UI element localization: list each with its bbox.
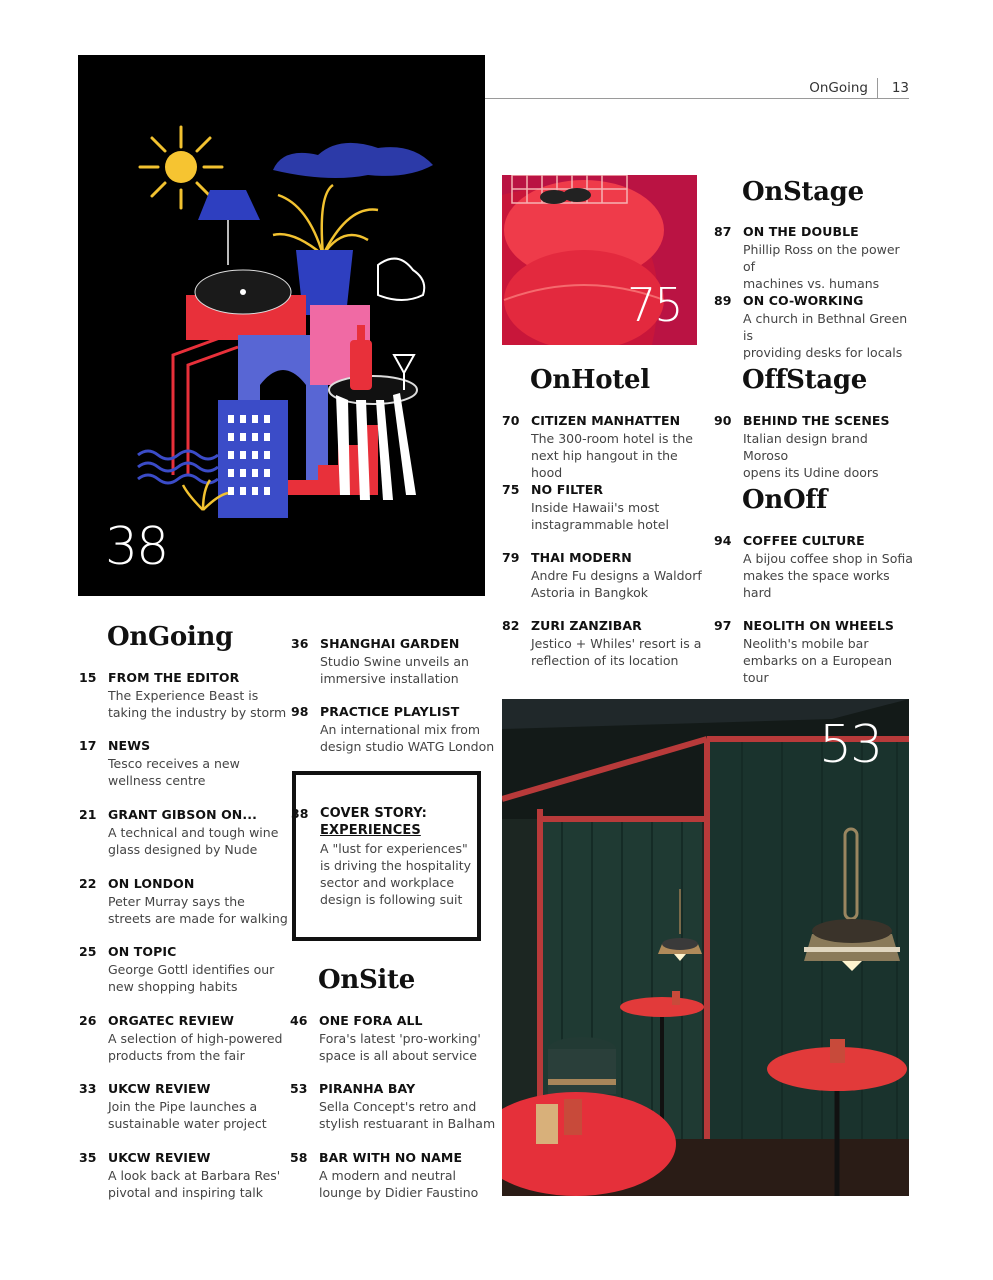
entry-description: Sella Concept's retro and stylish restuarant in Balham [319, 1099, 496, 1131]
entry-title: THAI MODERN [531, 550, 632, 565]
cover-page-number: 38 [105, 517, 168, 577]
entry-title: NEOLITH ON WHEELS [743, 618, 895, 633]
entry-page-number: 22 [79, 876, 97, 891]
header-section-label: OnGoing [809, 80, 868, 96]
cover-story-title-line2: EXPERIENCES [320, 823, 421, 838]
entry-description: The Experience Beast is taking the industry by storm [108, 688, 287, 720]
cover-illustration-art [78, 55, 485, 596]
entry-title: PRACTICE PLAYLIST [320, 704, 460, 719]
entry-title: ZURI ZANZIBAR [531, 618, 642, 633]
entry-page-number: 75 [502, 482, 520, 497]
entry-description: Fora's latest 'pro-working' space is all about service [319, 1031, 481, 1063]
entry-description: A church in Bethnal Green is providing desks for locals [743, 311, 908, 360]
entry-description: Italian design brand Moroso opens its Udine doors [743, 431, 879, 480]
entry-description: Peter Murray says the streets are made for walking [108, 894, 288, 926]
entry-page-number: 87 [714, 224, 732, 239]
hotel-photo-page-number: 75 [627, 278, 682, 332]
page-number: 13 [891, 80, 909, 96]
entry-page-number: 82 [502, 618, 520, 633]
entry-page-number: 53 [290, 1081, 308, 1096]
entry-title: GRANT GIBSON ON... [108, 807, 257, 822]
header-rule [484, 98, 909, 99]
entry-description: Inside Hawaii's most instagrammable hotel [531, 500, 669, 532]
entry-page-number: 58 [290, 1150, 308, 1165]
entry-title: ON LONDON [108, 876, 195, 891]
entry-page-number: 26 [79, 1013, 97, 1028]
entry-description: A look back at Barbara Res' pivotal and inspiring talk [108, 1168, 281, 1200]
entry-page-number: 70 [502, 413, 520, 428]
entry-title: SHANGHAI GARDEN [320, 636, 460, 651]
entry-page-number: 98 [291, 704, 309, 719]
entry-title: NEWS [108, 738, 151, 753]
entry-description: A bijou coffee shop in Sofia makes the space works hard [743, 551, 913, 600]
section-title-onhotel: OnHotel [530, 365, 650, 395]
cover-illustration[interactable] [78, 55, 485, 596]
entry-description: Andre Fu designs a Waldorf Astoria in Bangkok [531, 568, 702, 600]
entry-title: COFFEE CULTURE [743, 533, 865, 548]
entry-page-number: 36 [291, 636, 309, 651]
entry-description: Neolith's mobile bar embarks on a European tour [743, 636, 893, 685]
entry-description: A technical and tough wine glass designed by Nude [108, 825, 279, 857]
section-title-ongoing: OnGoing [107, 622, 233, 652]
entry-page-number: 17 [79, 738, 97, 753]
entry-title: PIRANHA BAY [319, 1081, 416, 1096]
entry-description: Jestico + Whiles' resort is a reflection of its location [531, 636, 702, 668]
entry-page-number: 15 [79, 670, 97, 685]
bar-photo[interactable] [502, 699, 909, 1196]
entry-description: Tesco receives a new wellness centre [108, 756, 240, 788]
entry-title: BAR WITH NO NAME [319, 1150, 463, 1165]
entry-page-number: 38 [291, 806, 309, 821]
entry-page-number: 94 [714, 533, 732, 548]
entry-title: FROM THE EDITOR [108, 670, 240, 685]
hotel-photo[interactable] [502, 175, 697, 345]
section-title-onoff: OnOff [742, 485, 828, 515]
entry-title: UKCW REVIEW [108, 1150, 211, 1165]
entry-title: UKCW REVIEW [108, 1081, 211, 1096]
entry-description: A selection of high-powered products from the fair [108, 1031, 283, 1063]
entry-page-number: 35 [79, 1150, 97, 1165]
section-title-offstage: OffStage [742, 365, 867, 395]
section-title-onsite: OnSite [318, 965, 415, 995]
entry-description: Studio Swine unveils an immersive installation [320, 654, 469, 686]
entry-description: George Gottl identifies our new shopping habits [108, 962, 275, 994]
entry-page-number: 25 [79, 944, 97, 959]
entry-title: ON TOPIC [108, 944, 177, 959]
entry-page-number: 46 [290, 1013, 308, 1028]
entry-page-number: 97 [714, 618, 732, 633]
entry-page-number: 33 [79, 1081, 97, 1096]
entry-title: ON CO-WORKING [743, 293, 864, 308]
entry-page-number: 89 [714, 293, 732, 308]
entry-title: NO FILTER [531, 482, 604, 497]
entry-page-number: 21 [79, 807, 97, 822]
entry-page-number: 79 [502, 550, 520, 565]
entry-title: CITIZEN MANHATTEN [531, 413, 681, 428]
entry-title: ON THE DOUBLE [743, 224, 859, 239]
entry-description: Phillip Ross on the power of machines vs. humans [743, 242, 900, 291]
bar-photo-page-number: 53 [819, 715, 882, 775]
entry-title: ONE FORA ALL [319, 1013, 423, 1028]
cover-story-title-line1: COVER STORY: [320, 806, 427, 821]
entry-description: Join the Pipe launches a sustainable water project [108, 1099, 267, 1131]
entry-description: The 300-room hotel is the next hip hangout in the hood [531, 431, 693, 480]
entry-title: BEHIND THE SCENES [743, 413, 890, 428]
entry-description: A "lust for experiences" is driving the hospitality sector and workplace design is following suit [320, 841, 471, 907]
section-title-onstage: OnStage [742, 177, 864, 207]
entry-title: ORGATEC REVIEW [108, 1013, 235, 1028]
entry-description: An international mix from design studio WATG London [320, 722, 495, 754]
header-divider [877, 78, 878, 98]
entry-page-number: 90 [714, 413, 732, 428]
entry-description: A modern and neutral lounge by Didier Faustino [319, 1168, 479, 1200]
